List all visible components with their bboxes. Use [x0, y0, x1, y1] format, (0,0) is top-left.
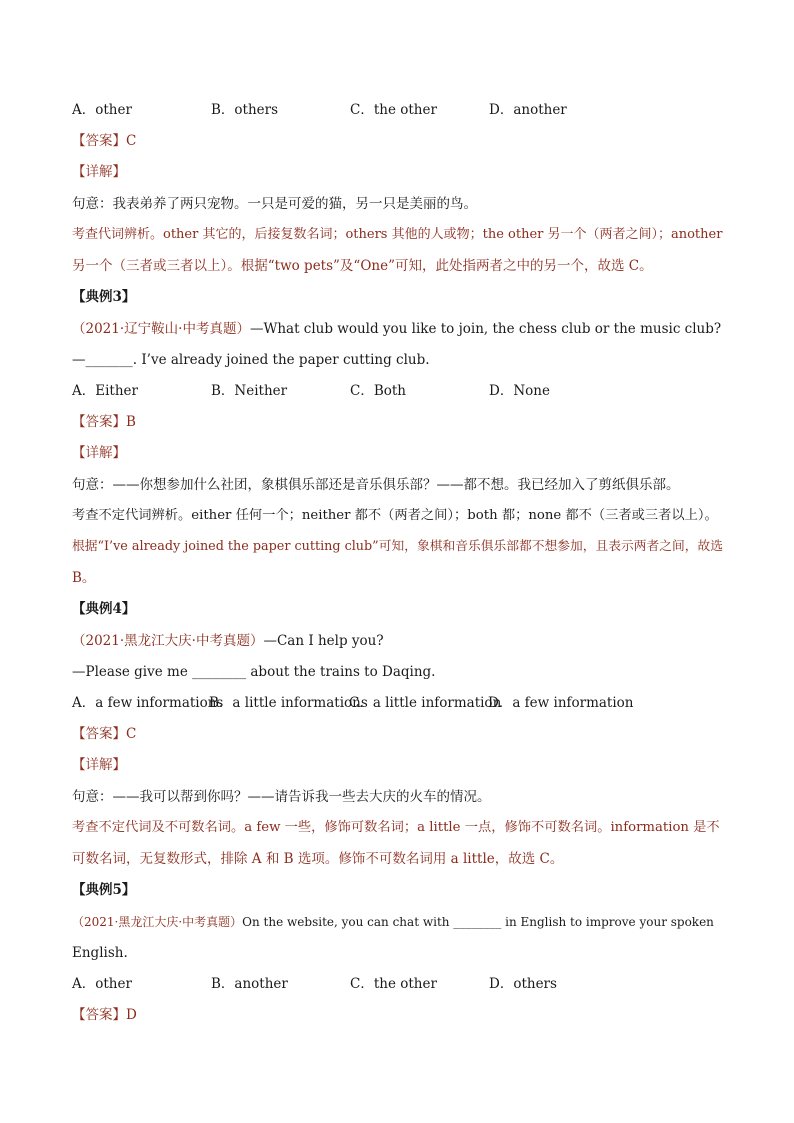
ex5-source: （2021·黑龙江大庆·中考真题） [72, 915, 243, 929]
option-b: B．a little informations [209, 695, 368, 711]
ex5-answer [72, 1006, 722, 1024]
answer-value: C [126, 133, 137, 149]
ex4-stem-2: —Please give me ________ about the trains to Daqing. [72, 664, 436, 680]
ex3-analysis-3: B。 [72, 570, 96, 586]
option-d: D．others [489, 976, 557, 992]
option-d: D．another [489, 102, 567, 118]
option-a: A．a few informations [72, 695, 224, 711]
ex5-options [72, 975, 722, 993]
option-c: C．the other [350, 102, 437, 118]
answer-tag: 【答案】 [72, 726, 126, 742]
option-a: A．other [72, 102, 132, 118]
answer-value: C [126, 726, 137, 742]
ex3-stem-1 [72, 320, 722, 338]
ex3-detail-tag: 【详解】 [72, 445, 126, 461]
option-b: B．another [211, 976, 288, 992]
answer-tag: 【答案】 [72, 133, 126, 149]
prev-answer [72, 132, 722, 150]
ex4-source: （2021·黑龙江大庆·中考真题） [72, 633, 264, 649]
answer-value: B [126, 414, 136, 430]
answer-tag: 【答案】 [72, 414, 126, 430]
option-b: B．Neither [211, 383, 288, 399]
ex5-stem-1 [72, 913, 722, 931]
ex3-analysis-2: 根据“I’ve already joined the paper cutting club”可知，象棋和音乐俱乐部都不想参加，且表示两者之间，故选 [72, 539, 723, 554]
answer-tag: 【答案】 [72, 1007, 126, 1023]
prev-meaning: 句意：我表弟养了两只宠物。一只是可爱的猫，另一只是美丽的鸟。 [72, 196, 477, 212]
ex4-meaning: 句意：——我可以帮到你吗？——请告诉我一些去大庆的火车的情况。 [72, 789, 491, 805]
option-a: A．other [72, 976, 132, 992]
ex4-answer [72, 725, 722, 743]
ex4-heading: 【典例4】 [72, 601, 136, 617]
ex3-meaning: 句意：——你想参加什么社团，象棋俱乐部还是音乐俱乐部？——都不想。我已经加入了剪纸俱乐部。 [72, 477, 680, 493]
ex3-options [72, 382, 722, 400]
ex5-heading: 【典例5】 [72, 882, 136, 898]
ex4-analysis-1: 考查不定代词及不可数名词。a few 一些，修饰可数名词；a little 一点，修饰不可数名词。information 是不 [72, 820, 720, 835]
ex4-options [72, 694, 722, 712]
prev-detail-tag: 【详解】 [72, 164, 126, 180]
ex3-stem-2: —_______. I’ve already joined the paper cutting club. [72, 352, 430, 368]
option-c: C．Both [350, 383, 406, 399]
ex3-answer [72, 413, 722, 431]
prev-options [72, 101, 722, 119]
option-a: A．Either [72, 383, 138, 399]
ex3-analysis-1: 考查不定代词辨析。either 任何一个；neither 都不（两者之间）；both 都；none 都不（三者或三者以上）。 [72, 508, 718, 523]
ex3-stem-text: —What club would you like to join, the chess club or the music club? [249, 321, 722, 337]
option-d: D．a few information [488, 695, 634, 711]
answer-value: D [126, 1007, 137, 1023]
ex4-analysis-2: 可数名词，无复数形式，排除 A 和 B 选项。修饰不可数名词用 a little，故选 C。 [72, 851, 564, 867]
ex4-detail-tag: 【详解】 [72, 757, 126, 773]
ex4-stem-text: —Can I help you? [263, 633, 384, 649]
ex4-stem-1 [72, 632, 722, 650]
option-b: B．others [211, 102, 279, 118]
option-c: C．a little information [349, 695, 502, 711]
prev-analysis-2: 另一个（三者或三者以上）。根据“two pets”及“One”可知，此处指两者之中的另一个，故选 C。 [72, 258, 653, 274]
prev-analysis-1: 考查代词辨析。other 其它的，后接复数名词；others 其他的人或物；the other 另一个（两者之间）；another [72, 227, 723, 242]
ex3-heading: 【典例3】 [72, 289, 136, 305]
ex5-stem-text: On the website, you can chat with ________ in English to improve your spoken [242, 915, 714, 929]
option-c: C．the other [350, 976, 437, 992]
option-d: D．None [489, 383, 550, 399]
ex5-stem-2: English. [72, 945, 128, 961]
ex3-source: （2021·辽宁鞍山·中考真题） [72, 321, 250, 337]
